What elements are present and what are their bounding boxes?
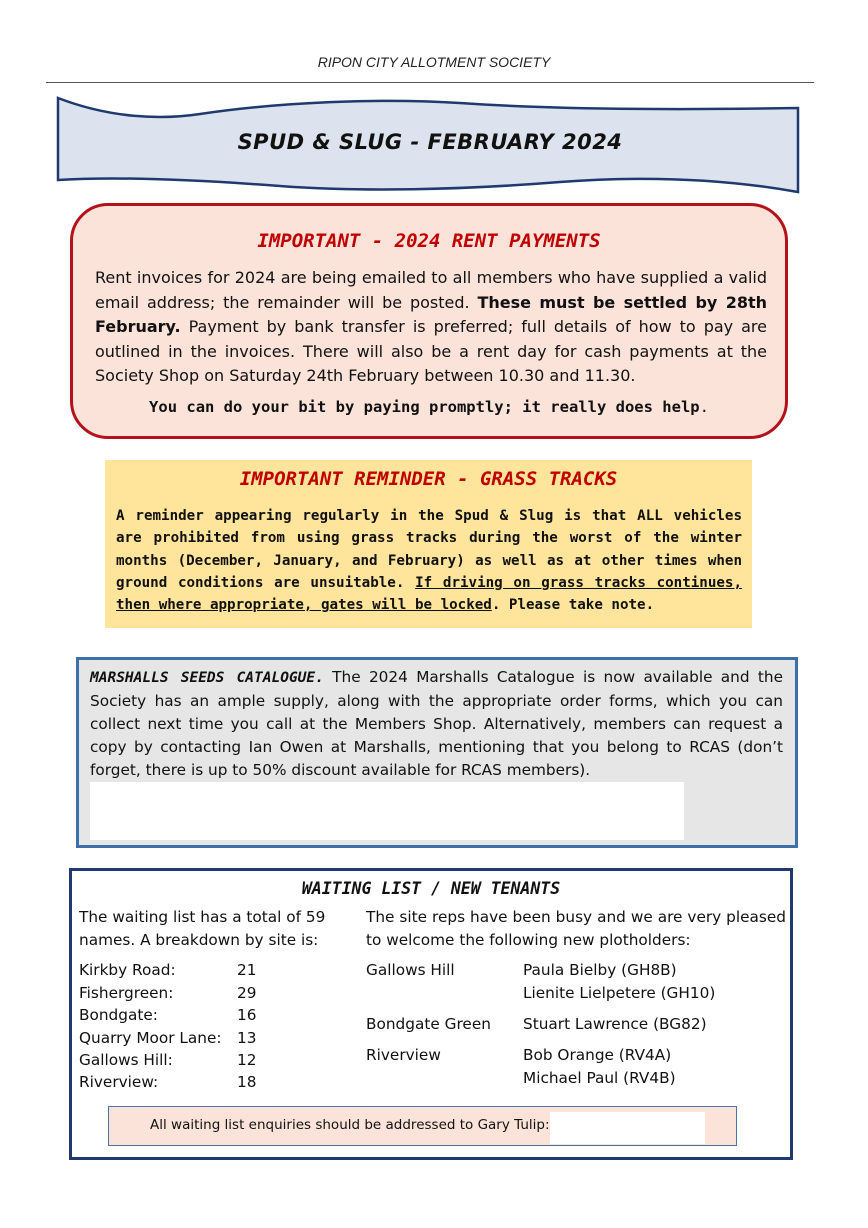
- site-count: 16: [237, 1006, 257, 1024]
- enquiries-text: All waiting list enquiries should be addressed to Gary Tulip:: [150, 1117, 550, 1133]
- marshalls-heading: MARSHALLS SEEDS CATALOGUE.: [90, 670, 324, 686]
- site-name: Bondgate:: [79, 1006, 158, 1024]
- grass-tracks-title: IMPORTANT REMINDER - GRASS TRACKS: [239, 468, 618, 490]
- site-name: Fishergreen:: [79, 984, 174, 1002]
- rent-deadline: These must be settled by 28th February.: [95, 292, 767, 336]
- rent-payments-body: [95, 266, 767, 389]
- site-count: 29: [237, 984, 257, 1002]
- site-count: 18: [237, 1073, 257, 1091]
- tenant-name: Michael Paul (RV4B): [523, 1069, 676, 1087]
- site-name: Kirkby Road:: [79, 961, 176, 979]
- rent-payments-title: IMPORTANT - 2024 RENT PAYMENTS: [257, 230, 601, 252]
- redacted-contact: [550, 1112, 705, 1144]
- list-item: [79, 959, 339, 981]
- marshalls-body: [90, 666, 783, 782]
- list-item: [79, 1027, 339, 1049]
- tenant-site: Bondgate Green: [366, 1015, 491, 1033]
- waiting-list-title: WAITING LIST / NEW TENANTS: [301, 879, 561, 898]
- marshalls-text: The 2024 Marshalls Catalogue is now available and the Society has an ample supply, along with the appropriate order forms, which you can collect next time you call at the Members Shop. Alternatively, members can request a copy by contacting Ian Owen at Marshalls, mentioning that you belong to RCAS (don’t forget, there is up to 50% discount available for RCAS members).: [90, 668, 783, 779]
- list-item: [79, 1049, 339, 1071]
- rent-footer-bold: You can do your bit by paying promptly; it really does help: [149, 398, 700, 416]
- tenant-name: Paula Bielby (GH8B): [523, 961, 677, 979]
- grass-warning: If driving on grass tracks continues, then where appropriate, gates will be locked: [116, 574, 742, 614]
- waiting-list-intro: The waiting list has a total of 59 names. A breakdown by site is:: [79, 908, 326, 949]
- rent-footer-end: .: [699, 398, 709, 416]
- site-name: Quarry Moor Lane:: [79, 1029, 222, 1047]
- society-name: RIPON CITY ALLOTMENT SOCIETY: [317, 54, 551, 70]
- tenant-name: Stuart Lawrence (BG82): [523, 1015, 707, 1033]
- banner-ribbon: [0, 0, 868, 200]
- site-name: Riverview:: [79, 1073, 159, 1091]
- rent-payments-footer: [70, 398, 788, 416]
- tenant-name: Bob Orange (RV4A): [523, 1046, 672, 1064]
- tenant-site: Gallows Hill: [366, 961, 455, 979]
- tenant-site: Riverview: [366, 1046, 441, 1064]
- rent-body-part2: Payment by bank transfer is preferred; full details of how to pay are outlined in the invoices. There will also be a rent day for cash payments at the Society Shop on Saturday 24th February between 10.30 and 11.30.: [95, 317, 767, 385]
- grass-body-part1: A reminder appearing regularly in the Spud & Slug is that ALL vehicles are prohibited from using grass tracks during the worst of the winter months (December, January, and February) as well as at other times when ground conditions are unsuitable.: [116, 508, 742, 591]
- list-item: [79, 1071, 339, 1093]
- list-item: [79, 1004, 339, 1026]
- site-count: 12: [237, 1051, 257, 1069]
- site-count: 21: [237, 961, 257, 979]
- list-item: [79, 982, 339, 1004]
- site-count: 13: [237, 1029, 257, 1047]
- new-tenants-intro: The site reps have been busy and we are very pleased to welcome the following new plotholders:: [366, 908, 786, 949]
- rent-body-part1: Rent invoices for 2024 are being emailed to all members who have supplied a valid email address; the remainder will be posted.: [95, 268, 767, 312]
- site-name: Gallows Hill:: [79, 1051, 173, 1069]
- grass-body-part2: . Please take note.: [491, 597, 655, 614]
- newsletter-title: SPUD & SLUG - FEBRUARY 2024: [237, 130, 623, 154]
- redacted-area: [90, 782, 684, 840]
- tenant-name: Lienite Lielpetere (GH10): [523, 984, 716, 1002]
- grass-tracks-body: [116, 505, 742, 616]
